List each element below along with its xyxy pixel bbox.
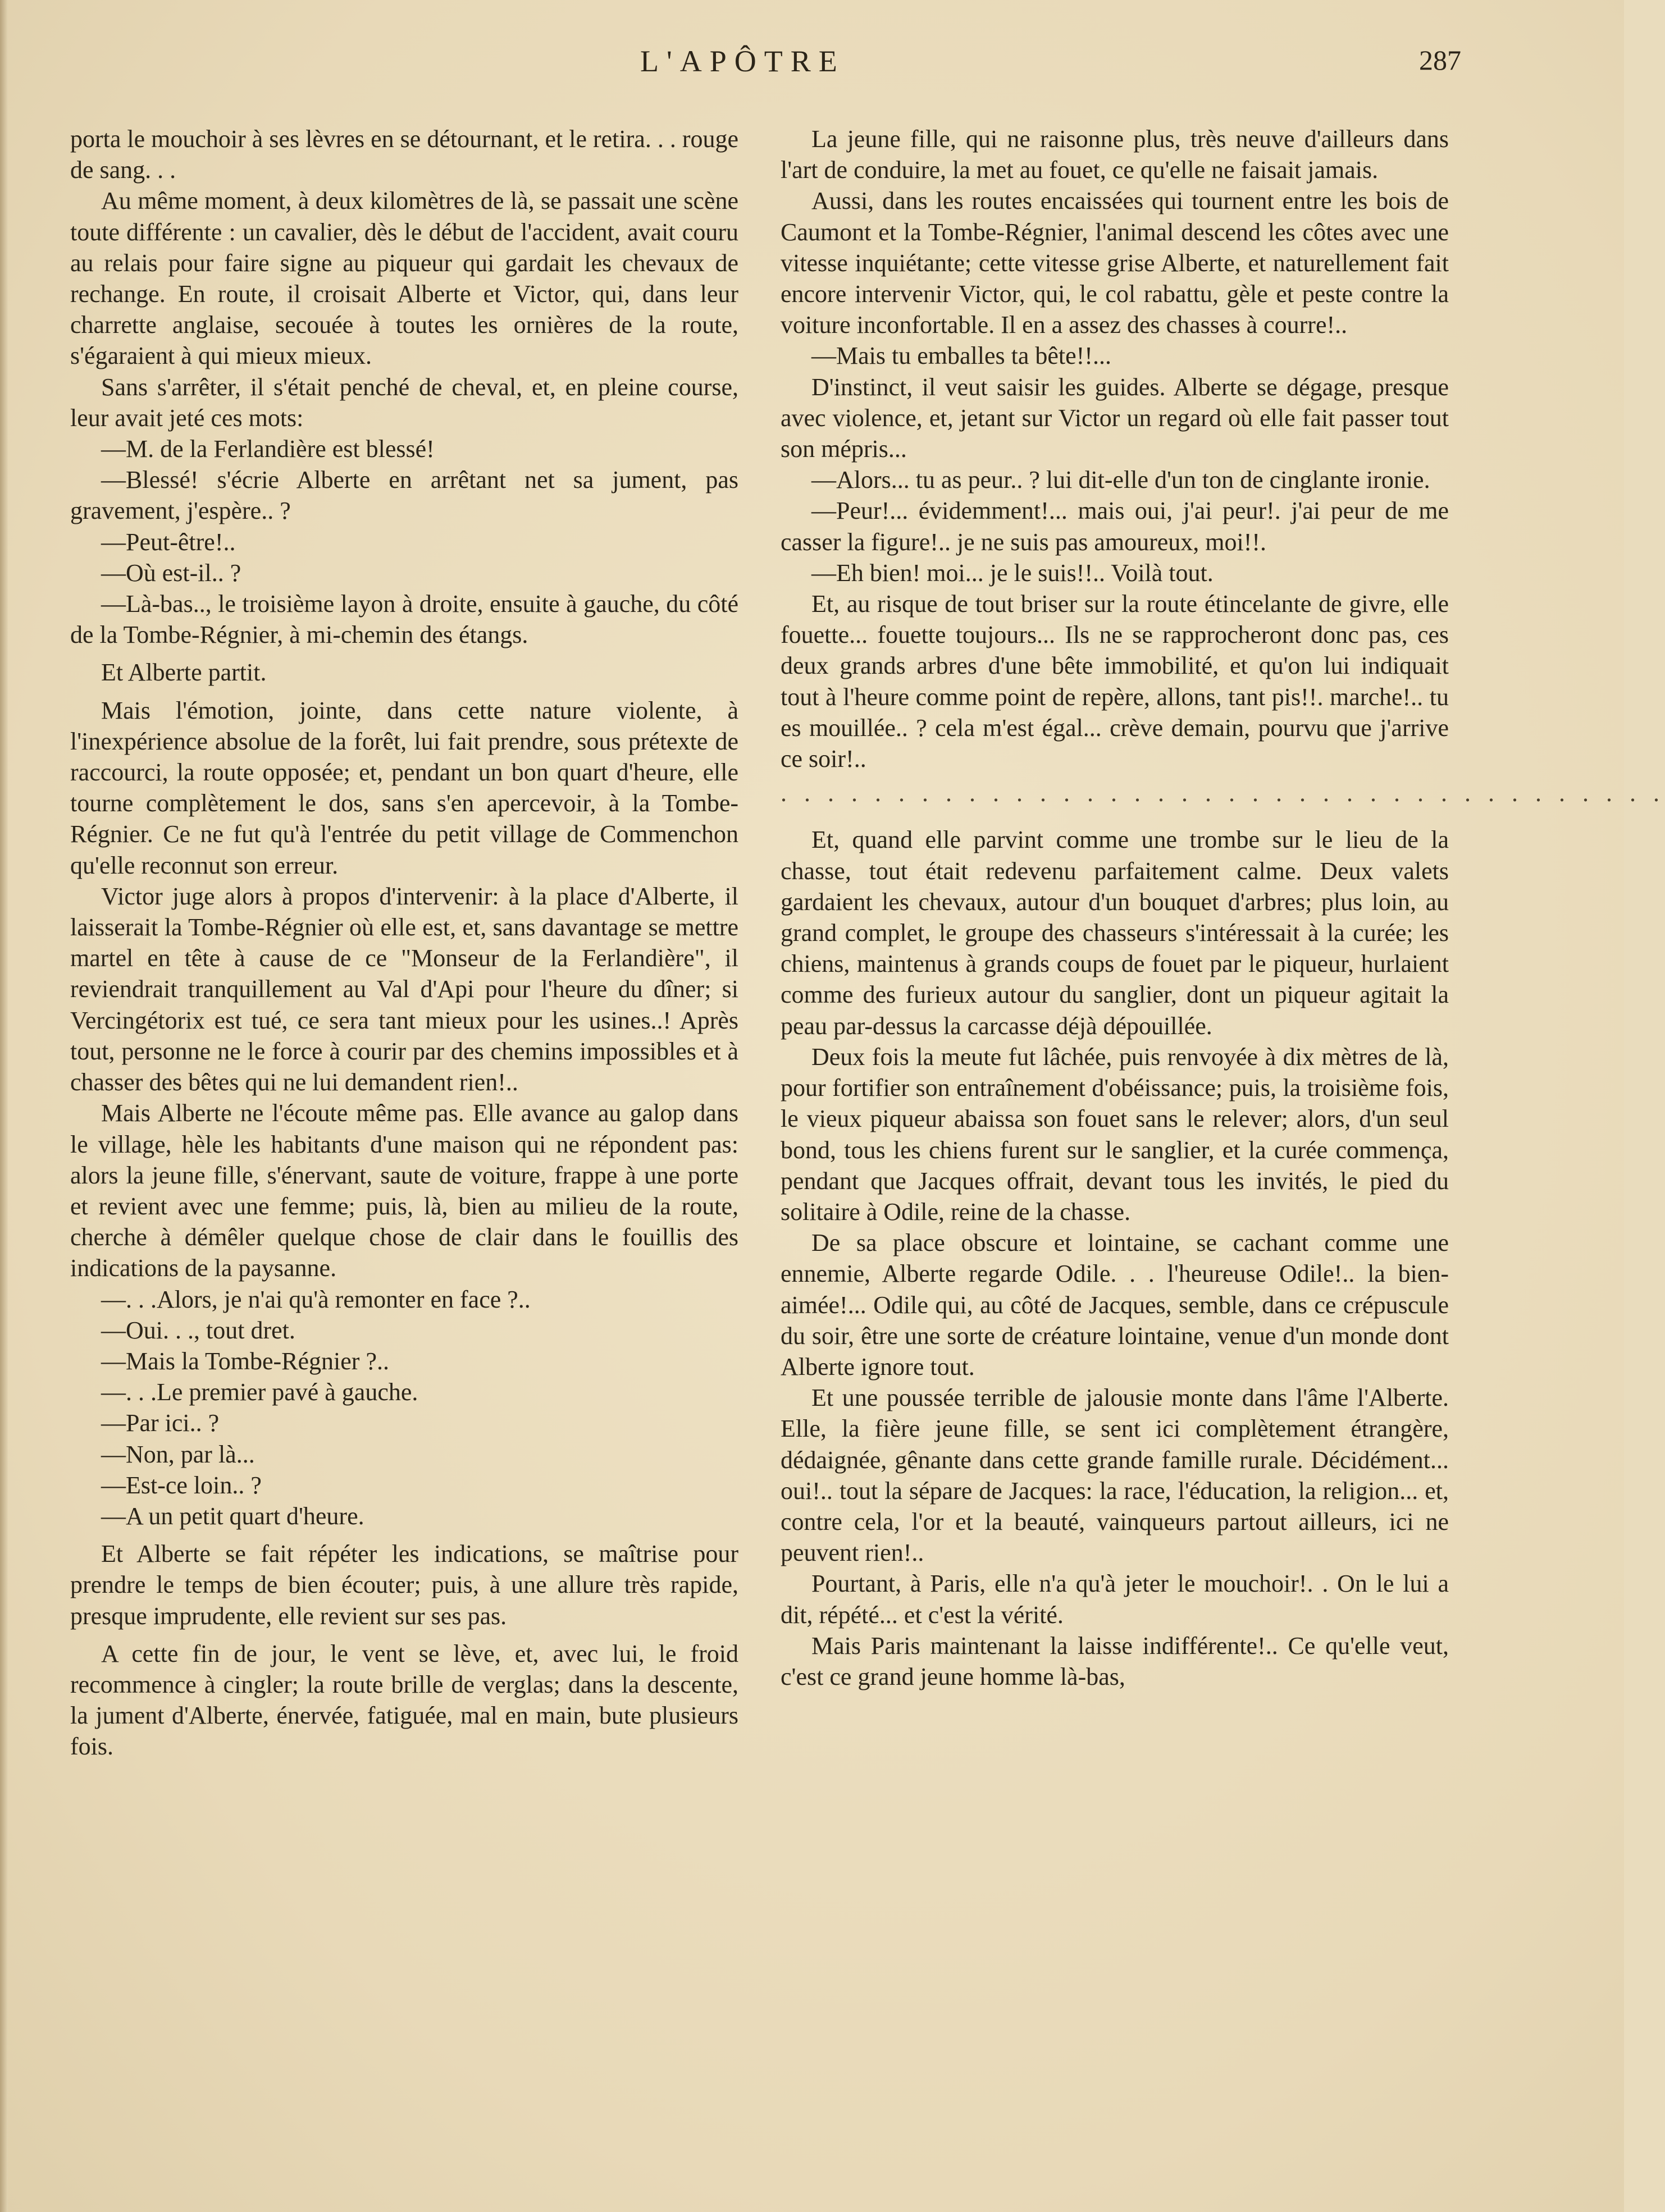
paragraph: Mais l'émotion, jointe, dans cette nature violente, à l'inexpérience absolue de la forêt, lui fait prendre, sous prétexte de raccourci, la route opposée; et, pendant un bon quart d'heure, elle tourne complètement le dos, sans s'en apercevoir, à la Tombe-Régnier. Ce ne fut qu'à l'entrée du petit village de Commenchon qu'elle reconnut son erreur.: [70, 696, 738, 879]
paragraph: La jeune fille, qui ne raisonne plus, très neuve d'ailleurs dans l'art de conduire, la met au fouet, ce qu'elle ne faisait jamais.: [781, 125, 1449, 184]
paragraph: Mais Alberte ne l'écoute même pas. Elle avance au galop dans le village, hèle les habitants d'une maison qui ne répondent pas: alors la jeune fille, s'énervant, saute de voiture, frappe à une porte et revient avec une femme; puis, là, bien au milieu de la route, cherche à démêler quelque chose de clair dans le fouillis des indications de la paysanne.: [70, 1099, 738, 1282]
paragraph: —. . .Alors, je n'ai qu'à remonter en face ?..: [101, 1285, 531, 1313]
page-binding-edge: [0, 0, 8, 2212]
paragraph: —Non, par là...: [101, 1440, 255, 1468]
section-break-dots: . . . . . . . . . . . . . . . . . . . . . . . . . . . . . . . . . . . . . .: [781, 779, 1665, 807]
left-column: [70, 124, 738, 1762]
paragraph: Et Alberte se fait répéter les indications, se maîtrise pour prendre le temps de bien écouter; puis, à une allure très rapide, presque imprudente, elle revient sur ses pas.: [70, 1540, 738, 1630]
paragraph: —Mais la Tombe-Régnier ?..: [101, 1347, 389, 1375]
paragraph: —Peut-être!..: [101, 528, 236, 556]
page-number: 287: [1419, 44, 1461, 76]
paragraph: —M. de la Ferlandière est blessé!: [101, 435, 435, 463]
paragraph: —Mais tu emballes ta bête!!...: [811, 342, 1111, 370]
paragraph: Et une poussée terrible de jalousie monte dans l'âme l'Alberte. Elle, la fière jeune fille, se sent ici complètement étrangère, dédaignée, gênante dans cette grande famille rurale. Décidément... oui!.. tout la sépare de Jacques: la race, l'éducation, la religion... et, contre cela, l'or et la beauté, vainqueurs partout ailleurs, ici ne peuvent rien!..: [781, 1384, 1449, 1567]
paragraph: —Blessé! s'écrie Alberte en arrêtant net sa jument, pas gravement, j'espère.. ?: [70, 466, 738, 525]
paragraph: Aussi, dans les routes encaissées qui tournent entre les bois de Caumont et la Tombe-Régnier, l'animal descend les côtes avec une vitesse inquiétante; cette vitesse grise Alberte, et naturellement fait encore intervenir Victor, qui, le col rabattu, gèle et peste contre la voiture inconfortable. Il en a assez des chasses à courre!..: [781, 187, 1449, 339]
paragraph: Et, quand elle parvint comme une trombe sur le lieu de la chasse, tout était redevenu parfaitement calme. Deux valets gardaient les chevaux, autour d'un bouquet d'arbres; plus loin, au grand complet, le groupe des chasseurs s'intéressait à la curée; les chiens, maintenus à grands coups de fouet par le piqueur, hurlaient comme des furieux autour du sanglier, dont un piqueur agitait la peau par-dessus la carcasse déjà dépouillée.: [781, 826, 1449, 1040]
paragraph: Au même moment, à deux kilomètres de là, se passait une scène toute différente : un cavalier, dès le début de l'accident, avait couru au relais pour faire signe au piqueur qui gardait les chevaux de rechange. En route, il croisait Alberte et Victor, qui, dans leur charrette anglaise, secouée à toutes les ornières de la route, s'égaraient à qui mieux mieux.: [70, 187, 738, 370]
paragraph: Pourtant, à Paris, elle n'a qu'à jeter le mouchoir!. . On le lui a dit, répété... et c'est la vérité.: [781, 1570, 1449, 1629]
paragraph: A cette fin de jour, le vent se lève, et, avec lui, le froid recommence à cingler; la route brille de verglas; dans la descente, la jument d'Alberte, énervée, fatiguée, mal en main, bute plusieurs fois.: [70, 1639, 738, 1761]
paragraph: —. . .Le premier pavé à gauche.: [101, 1378, 418, 1406]
paragraph: Deux fois la meute fut lâchée, puis renvoyée à dix mètres de là, pour fortifier son entraînement d'obéissance; puis, la troisième fois, le vieux piqueur abaissa son fouet sans le relever; alors, d'un seul bond, tous les chiens furent sur le sanglier, et la curée commença, pendant que Jacques offrait, devant tous les invités, le pied du solitaire à Odile, reine de la chasse.: [781, 1043, 1449, 1226]
paragraph: —Est-ce loin.. ?: [101, 1471, 262, 1499]
paragraph: —Alors... tu as peur.. ? lui dit-elle d'un ton de cinglante ironie.: [811, 466, 1430, 494]
paragraph: Victor juge alors à propos d'intervenir: à la place d'Alberte, il laisserait la Tombe-Régnier où elle est, et, sans davantage se mettre martel en tête à cause de ce "Monseur de la Ferlandière", il reviendrait tranquillement au Val d'Api pour l'heure du dîner; si Vercingétorix est tué, ce sera tant mieux pour les usines..! Après tout, personne ne le force à courir par des chemins impossibles et à chasser des bêtes qui ne lui demandent rien!..: [70, 882, 738, 1096]
paragraph: —Là-bas.., le troisième layon à droite, ensuite à gauche, du côté de la Tombe-Régnier, à mi-chemin des étangs.: [70, 590, 738, 649]
paragraph: Et Alberte partit.: [101, 659, 267, 687]
paragraph: —Par ici.. ?: [101, 1409, 220, 1437]
paragraph: —Eh bien! moi... je le suis!!.. Voilà tout.: [811, 559, 1214, 587]
paragraph: —Oui. . ., tout dret.: [101, 1316, 295, 1344]
page-header: [0, 44, 1624, 83]
paragraph: —Peur!... évidemment!... mais oui, j'ai peur!. j'ai peur de me casser la figure!.. je ne suis pas amoureux, moi!!.: [781, 497, 1449, 556]
paragraph: Mais Paris maintenant la laisse indifférente!.. Ce qu'elle veut, c'est ce grand jeune homme là-bas,: [781, 1631, 1449, 1690]
right-column: [781, 124, 1665, 1692]
running-title: L'APÔTRE: [640, 44, 845, 78]
paragraph: Sans s'arrêter, il s'était penché de cheval, et, en pleine course, leur avait jeté ces mots:: [70, 373, 738, 432]
paragraph: De sa place obscure et lointaine, se cachant comme une ennemie, Alberte regarde Odile. . . l'heureuse Odile!.. la bien-aimée!... Odile qui, au côté de Jacques, semble, dans ce crépuscule du soir, être une sorte de créature lointaine, venue d'un monde dont Alberte ignore tout.: [781, 1229, 1449, 1381]
paragraph: porta le mouchoir à ses lèvres en se détournant, et le retira. . . rouge de sang. . .: [70, 125, 738, 184]
paragraph: —Où est-il.. ?: [101, 559, 241, 587]
paragraph: Et, au risque de tout briser sur la route étincelante de givre, elle fouette... fouette toujours... Ils ne se rapprocheront donc pas, ces deux grands arbres d'une bête immobilité, et qu'on lui indiquait tout à l'heure comme point de repère, allons, tant pis!!. marche!.. tu es mouillée.. ? cela m'est égal... crève demain, pourvu que j'arrive ce soir!..: [781, 590, 1449, 773]
paragraph: D'instinct, il veut saisir les guides. Alberte se dégage, presque avec violence, et, jetant sur Victor un regard où elle fait passer tout son mépris...: [781, 373, 1449, 463]
paragraph: —A un petit quart d'heure.: [101, 1502, 364, 1530]
